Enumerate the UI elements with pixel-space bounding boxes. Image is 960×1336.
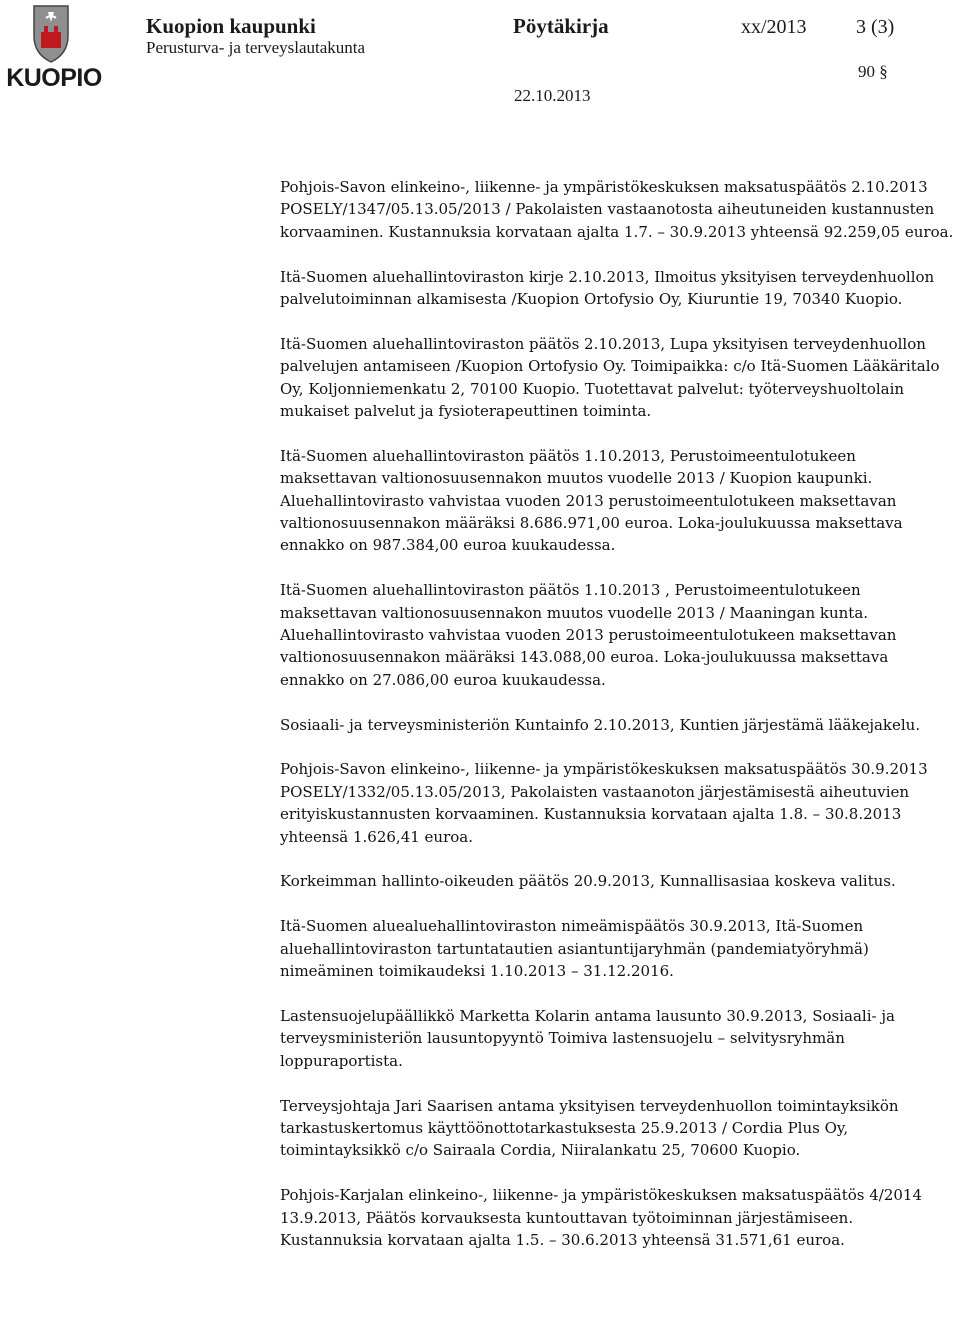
paragraph: Itä-Suomen aluehallintoviraston päätös 1.10.2013 , Perustoimeentulotukeen maksettavan valtionosuusennakon muutos vuodelle 2013 / Maaningan kunta. Aluehallintovirasto vahvistaa vuoden 2013 perustoimeentulotukeen maksettavan valtionosuusennakon määräksi 143.088,00 euroa. Loka-joulukuussa maksettava ennakko on 27.086,00 euroa kuukaudessa. xyxy=(280,581,897,689)
paragraph: Itä-Suomen aluehallintoviraston kirje 2.10.2013, Ilmoitus yksityisen terveydenhuollon palvelutoiminnan alkamisesta /Kuopion Ortofysio Oy, Kiuruntie 19, 70340 Kuopio. xyxy=(280,267,935,309)
document-body xyxy=(280,176,956,1274)
document-number: xx/2013 xyxy=(741,16,807,38)
coat-of-arms-icon xyxy=(4,2,98,64)
paragraph: Pohjois-Savon elinkeino-, liikenne- ja ympäristökeskuksen maksatuspäätös 30.9.2013 POSELY/1332/05.13.05/2013, Pakolaisten vastaanoton järjestämisestä aiheutuvien erityiskustannusten korvaaminen. Kustannuksia korvataan ajalta 1.8. – 30.8.2013 yhteensä 1.626,41 euroa. xyxy=(280,760,928,846)
paragraph: Lastensuojelupäällikkö Marketta Kolarin antama lausunto 30.9.2013, Sosiaali- ja terveysministeriön lausuntopyyntö Toimiva lastensuojelu – selvitysryhmän loppuraportista. xyxy=(280,1006,895,1070)
paragraph: Terveysjohtaja Jari Saarisen antama yksityisen terveydenhuollon toimintayksikön tarkastuskertomus käyttöönottotarkastuksesta 25.9.2013 / Cordia Plus Oy, toimintayksikkö c/o Sairaala Cordia, Niiralankatu 25, 70600 Kuopio. xyxy=(280,1096,899,1160)
logo-wordmark: KUOPIO xyxy=(6,64,102,92)
document-type: Pöytäkirja xyxy=(513,14,609,38)
paragraph: Itä-Suomen aluealuehallintoviraston nimeämispäätös 30.9.2013, Itä-Suomen aluehallintoviraston tartuntatautien asiantuntijaryhmän (pandemiatyöryhmä) nimeäminen toimikaudeksi 1.10.2013 – 31.12.2016. xyxy=(280,917,869,981)
paragraph: Itä-Suomen aluehallintoviraston päätös 2.10.2013, Lupa yksityisen terveydenhuollon palvelujen antamiseen /Kuopion Ortofysio Oy. Toimipaikka: c/o Itä-Suomen Lääkäritalo Oy, Koljonniemenkatu 2, 70100 Kuopio. Tuotettavat palvelut: työterveyshuoltolain mukaiset palvelut ja fysioterapeuttinen toiminta. xyxy=(280,334,940,421)
page-info: 3 (3) xyxy=(856,16,895,38)
paragraph: Korkeimman hallinto-oikeuden päätös 20.9.2013, Kunnallisasiaa koskeva valitus. xyxy=(280,872,896,891)
paragraph: Sosiaali- ja terveysministeriön Kuntainfo 2.10.2013, Kuntien järjestämä lääkejakelu. xyxy=(280,715,921,734)
kuopio-coat-of-arms-logo xyxy=(4,2,102,94)
board-name: Perusturva- ja terveyslautakunta xyxy=(146,38,366,57)
organization-name: Kuopion kaupunki xyxy=(146,14,316,38)
meeting-date: 22.10.2013 xyxy=(514,86,591,105)
paragraph: Pohjois-Karjalan elinkeino-, liikenne- ja ympäristökeskuksen maksatuspäätös 4/2014 13.9.2013, Päätös korvauksesta kuntouttavan työtoiminnan järjestämiseen. Kustannuksia korvataan ajalta 1.5. – 30.6.2013 yhteensä 31.571,61 euroa. xyxy=(280,1186,922,1249)
paragraph: Itä-Suomen aluehallintoviraston päätös 1.10.2013, Perustoimeentulotukeen maksettavan valtionosuusennakon muutos vuodelle 2013 / Kuopion kaupunki. Aluehallintovirasto vahvistaa vuoden 2013 perustoimeentulotukeen maksettavan valtionosuusennakon määräksi 8.686.971,00 euroa. Loka-joulukuussa maksettava ennakko on 987.384,00 euroa kuukaudessa. xyxy=(280,446,903,555)
paragraph: Pohjois-Savon elinkeino-, liikenne- ja ympäristökeskuksen maksatuspäätös 2.10.2013 POSELY/1347/05.13.05/2013 / Pakolaisten vastaanotosta aiheutuneiden kustannusten korvaaminen. Kustannuksia korvataan ajalta 1.7. – 30.9.2013 yhteensä 92.259,05 euroa. xyxy=(280,178,954,241)
section-number: 90 § xyxy=(858,62,888,81)
